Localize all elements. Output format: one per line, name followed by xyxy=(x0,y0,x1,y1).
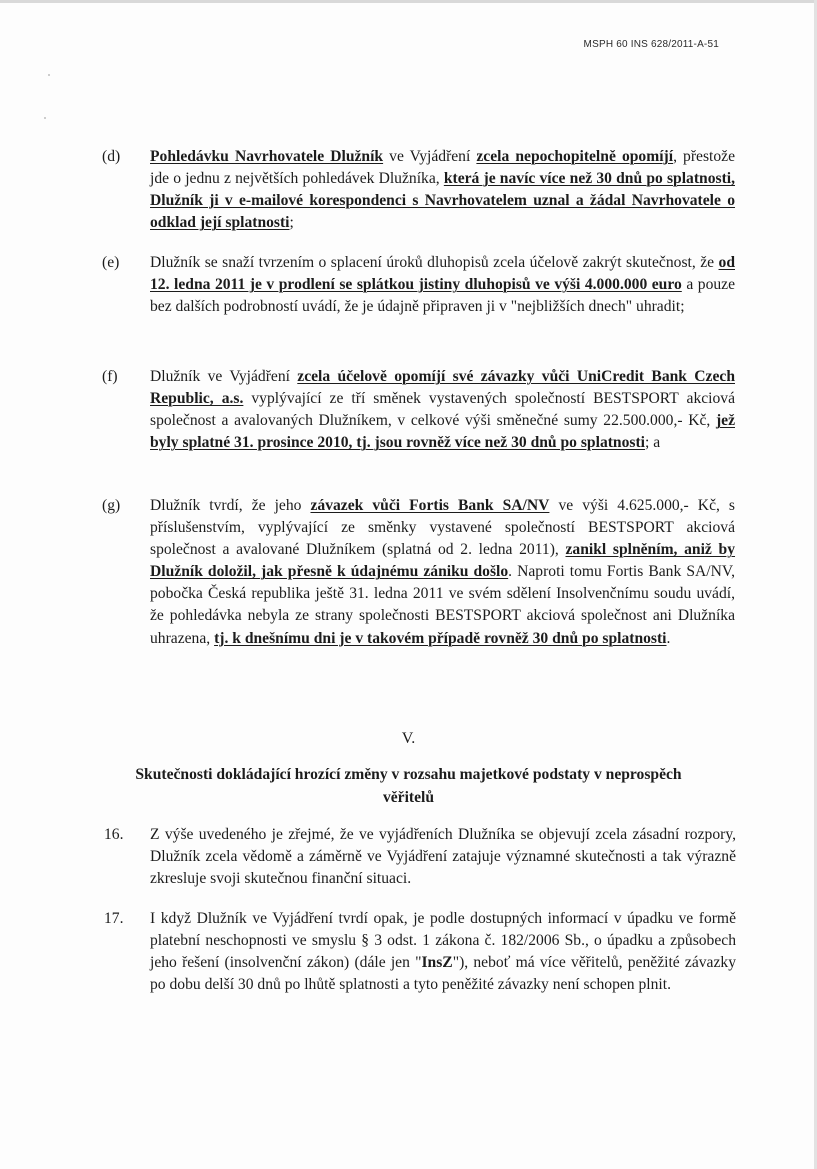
text-run: InsZ xyxy=(421,954,453,972)
paragraph-text xyxy=(150,826,736,887)
scan-speck xyxy=(48,74,50,76)
list-item-text xyxy=(150,368,735,451)
scan-speck xyxy=(44,117,46,119)
text-run: Dlužník ve Vyjádření xyxy=(150,368,298,385)
scan-edge xyxy=(0,0,817,3)
text-run: ; a xyxy=(645,434,661,452)
list-item-text xyxy=(150,497,735,647)
emphasized-text: tj. k dnešnímu dni je v takovém případě rovněž 30 dnů po splatnosti xyxy=(214,629,667,647)
document-reference: MSPH 60 INS 628/2011-A-51 xyxy=(583,39,719,50)
list-item-g xyxy=(102,495,736,650)
emphasized-text: zcela účelově opomíjí své závazky vůči UniCredit Bank Czech Republic, a.s. xyxy=(150,368,735,408)
paragraph-number: 16. xyxy=(104,826,124,843)
emphasized-text: jež byly splatné 31. prosince 2010, tj. jsou rovněž více než 30 dnů po splatnosti xyxy=(150,412,735,452)
emphasized-text: závazek vůči Fortis Bank SA/NV xyxy=(310,497,550,514)
emphasized-text: zanikl splněním, aniž by Dlužník doložil, jak přesně k údajnému zániku došlo xyxy=(150,541,736,581)
text-run: ve výši 4.625.000,- Kč, s příslušenstvím, vyplývající ze směnky vystavené společností BESTSPORT akciová společnost a avalované Dlužníkem (splatná od 2. ledna 2011), xyxy=(150,497,736,559)
list-item-label: (d) xyxy=(102,148,121,165)
emphasized-text: zcela nepochopitelně opomíjí xyxy=(476,148,674,165)
text-run: ; xyxy=(289,214,294,232)
text-run: Z výše uvedeného je zřejmé, že ve vyjádřeních Dlužníka se objevují zcela zásadní rozpory, Dlužník zcela vědomě a záměrně ve Vyjádření zatajuje významné skutečnosti a tak výrazně zkresluje svoji skutečnou finanční situaci. xyxy=(150,826,736,888)
list-item-e xyxy=(102,252,736,318)
text-run: Dlužník se snaží tvrzením o splacení úroků dluhopisů zcela účelově zakrýt skutečnost, že xyxy=(150,254,719,271)
list-item-text xyxy=(150,148,735,231)
emphasized-text: která je navíc více než 30 dnů po splatnosti, Dlužník ji v e-mailové korespondenci s Navrhovatelem uznal a žádal Navrhovatele o odklad její splatnosti xyxy=(150,170,735,232)
paragraph-16 xyxy=(104,824,736,890)
text-run: I když Dlužník ve Vyjádření tvrdí opak, je podle dostupných informací v úpadku ve formě platební neschopnosti ve smyslu § 3 odst. 1 zákona č. 182/2006 Sb., o úpadku a způsobech jeho řešení (insolvenční zákon) (dále jen " xyxy=(150,910,736,972)
emphasized-text: Pohledávku Navrhovatele Dlužník xyxy=(150,148,384,165)
paragraph-text xyxy=(150,910,736,993)
list-item-label: (f) xyxy=(102,368,118,385)
list-item-f xyxy=(102,366,736,454)
list-item-label: (g) xyxy=(102,497,121,514)
emphasized-text: od 12. ledna 2011 je v prodlení se splátkou jistiny dluhopisů ve výši 4.000.000 euro xyxy=(150,254,735,294)
text-run: "), neboť má více věřitelů, peněžité závazky po dobu delší 30 dnů po lhůtě splatnosti a tyto peněžité závazky není schopen plnit. xyxy=(150,954,736,994)
paragraph-number: 17. xyxy=(104,910,124,927)
text-run: ve Vyjádření xyxy=(383,148,477,165)
section-title: Skutečnosti dokládající hrozící změny v rozsahu majetkové podstaty v neprospěch věřitelů xyxy=(135,766,682,806)
text-run: a pouze bez dalších podrobností uvádí, že je údajně připraven ji v "nejbližších dnech" uhradit; xyxy=(150,276,736,316)
text-run: . xyxy=(666,629,671,647)
text-run: vyplývající ze tří směnek vystavených společností BESTSPORT akciová společnost a avalovaných Dlužníkem, v celkové výši směnečné sumy 22.500.000,- Kč, xyxy=(150,390,736,430)
list-item-d xyxy=(102,146,735,234)
text-run: Dlužník tvrdí, že jeho xyxy=(150,497,311,514)
text-run: . Naproti tomu Fortis Bank SA/NV, pobočka Česká republika ještě 31. ledna 2011 ve svém sdělení Insolvenčnímu soudu uvádí, že pohledávka nebyla ze strany společnosti BESTSPORT akciová společnost ani Dlužníka uhrazena, xyxy=(150,563,735,647)
section-number: V. xyxy=(401,730,416,747)
list-item-text xyxy=(150,254,735,315)
list-item-label: (e) xyxy=(102,254,120,271)
paragraph-17 xyxy=(104,908,736,996)
text-run: , přestože jde o jednu z největších pohledávek Dlužníka, xyxy=(150,148,735,188)
